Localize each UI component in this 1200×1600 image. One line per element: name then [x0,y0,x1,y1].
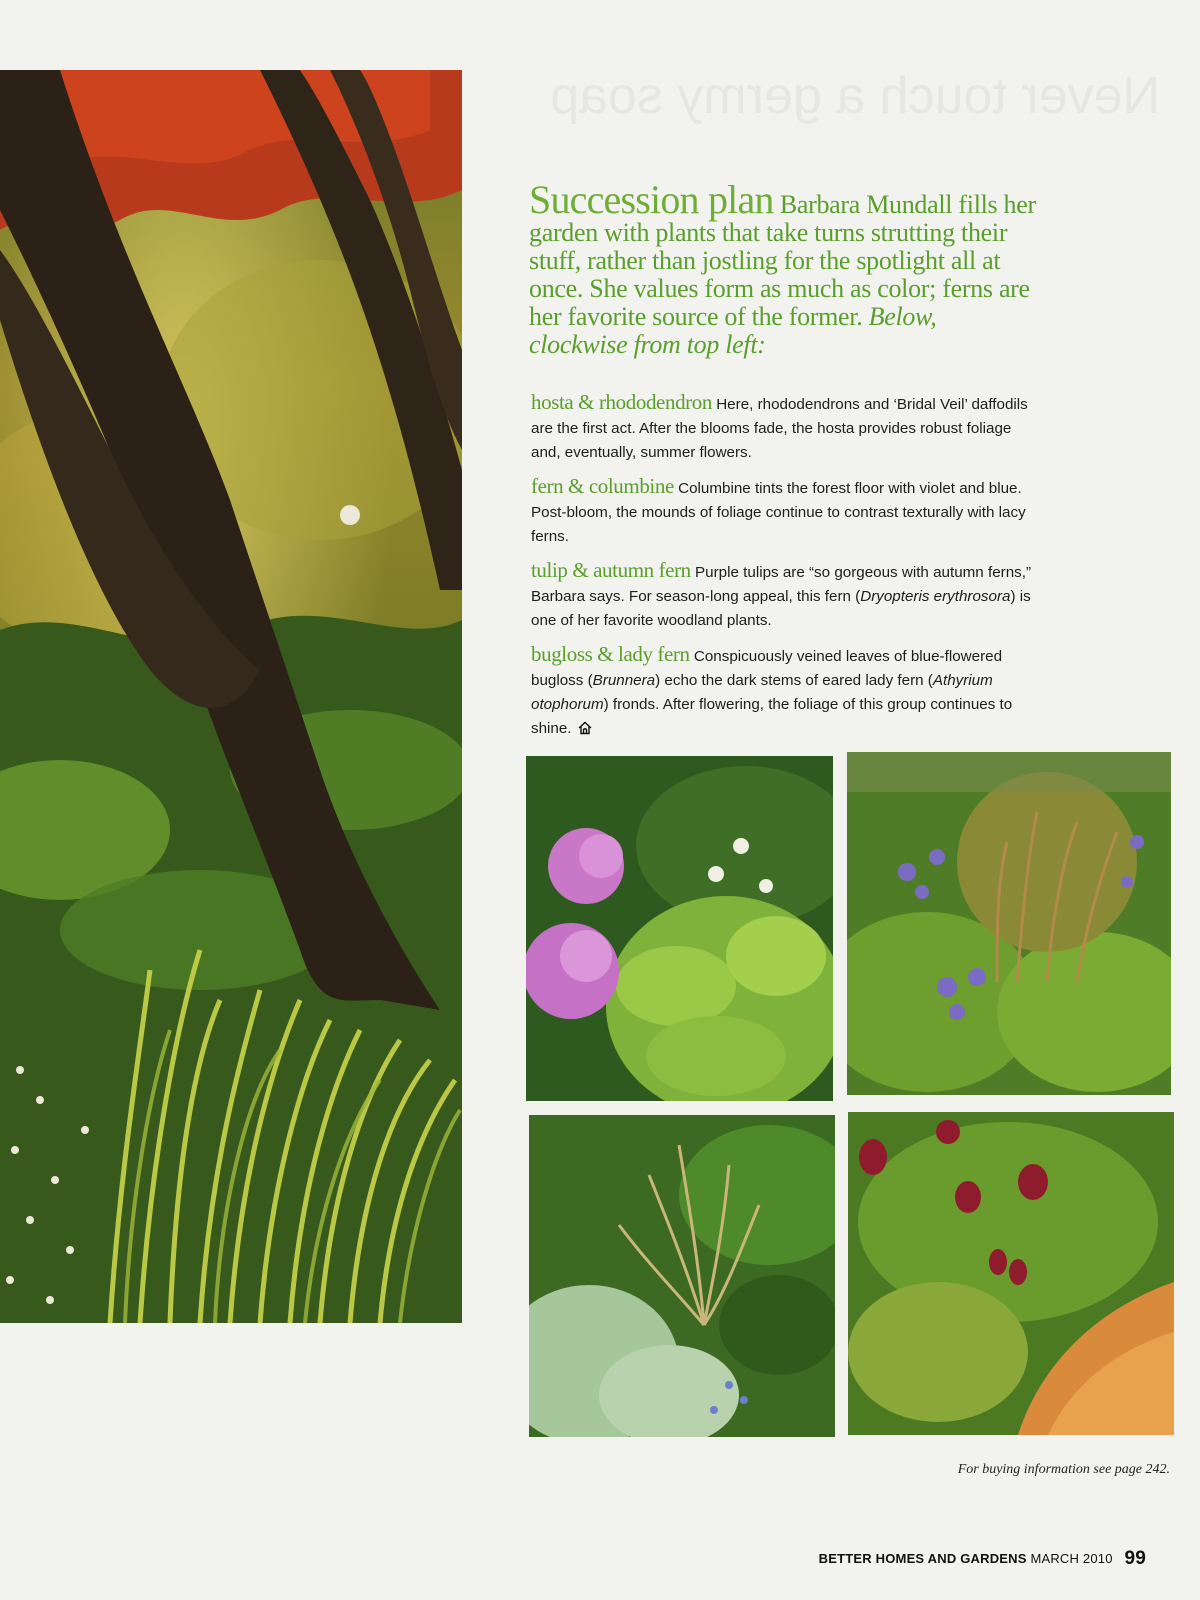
botanical-name: Athyrium otophorum [531,672,993,713]
section-text: ) is one of her favorite woodland plants. [531,588,1031,629]
bugloss-lady-fern-image [529,1115,835,1437]
woodland-garden-photo [0,70,462,1323]
publication-name: BETTER HOMES AND GARDENS [818,1551,1027,1566]
botanical-name: Brunnera [592,672,656,689]
intro-title: Succession plan [529,177,774,222]
buying-information-note: For buying information see page 242. [957,1462,1170,1477]
page-folio [819,1548,1146,1570]
intro-lead-in: Below, clockwise from top left: [529,302,937,359]
hosta-rhododendron-image [526,756,833,1101]
hosta-rhododendron-photo [526,756,833,1101]
issue-date: MARCH 2010 [1030,1551,1113,1566]
section-text: Conspicuously veined leaves of blue-flowered bugloss ( [531,648,1003,689]
section-text: ) echo the dark stems of eared lady fern ( [655,672,933,689]
botanical-name: Dryopteris erythrosora [860,588,1011,605]
intro-body: Barbara Mundall fills her garden with plants that take turns strutting their stuff, rather than jostling for the spotlight all at once. She values form as much as color; ferns are her favorite source of the former. [529,190,1036,331]
tulip-autumn-fern-photo [848,1112,1174,1435]
section-bugloss-lady-fern [531,642,1031,741]
tulip-autumn-fern-image [848,1112,1174,1435]
section-text: Here, rhododendrons and ‘Bridal Veil’ daffodils are the first act. After the blooms fade, the hosta provides robust foliage and, eventually, summer flowers. [531,396,1028,461]
section-tulip-autumn-fern [531,558,1031,633]
show-through-text: Never touch a germy soap [550,67,1160,125]
section-heading: bugloss & lady fern [531,642,690,666]
woodland-garden-image [0,70,462,1323]
intro-headline [529,177,1039,359]
section-text: ) fronds. After flowering, the foliage of this group continues to shine. [531,696,1013,737]
section-heading: fern & columbine [531,474,674,498]
section-heading: tulip & autumn fern [531,558,691,582]
fern-columbine-photo [847,752,1171,1095]
fern-columbine-image [847,752,1171,1095]
section-fern-columbine [531,474,1031,549]
section-text: Purple tulips are “so gorgeous with autumn ferns,” Barbara says. For season-long appeal, this fern ( [531,564,1032,605]
house-icon [578,721,592,735]
section-heading: hosta & rhododendron [531,390,712,414]
section-text: Columbine tints the forest floor with violet and blue. Post-bloom, the mounds of foliage continue to contrast texturally with lacy ferns. [531,480,1026,545]
section-hosta-rhododendron [531,390,1031,465]
bugloss-lady-fern-photo [529,1115,835,1437]
page-number: 99 [1124,1548,1146,1569]
